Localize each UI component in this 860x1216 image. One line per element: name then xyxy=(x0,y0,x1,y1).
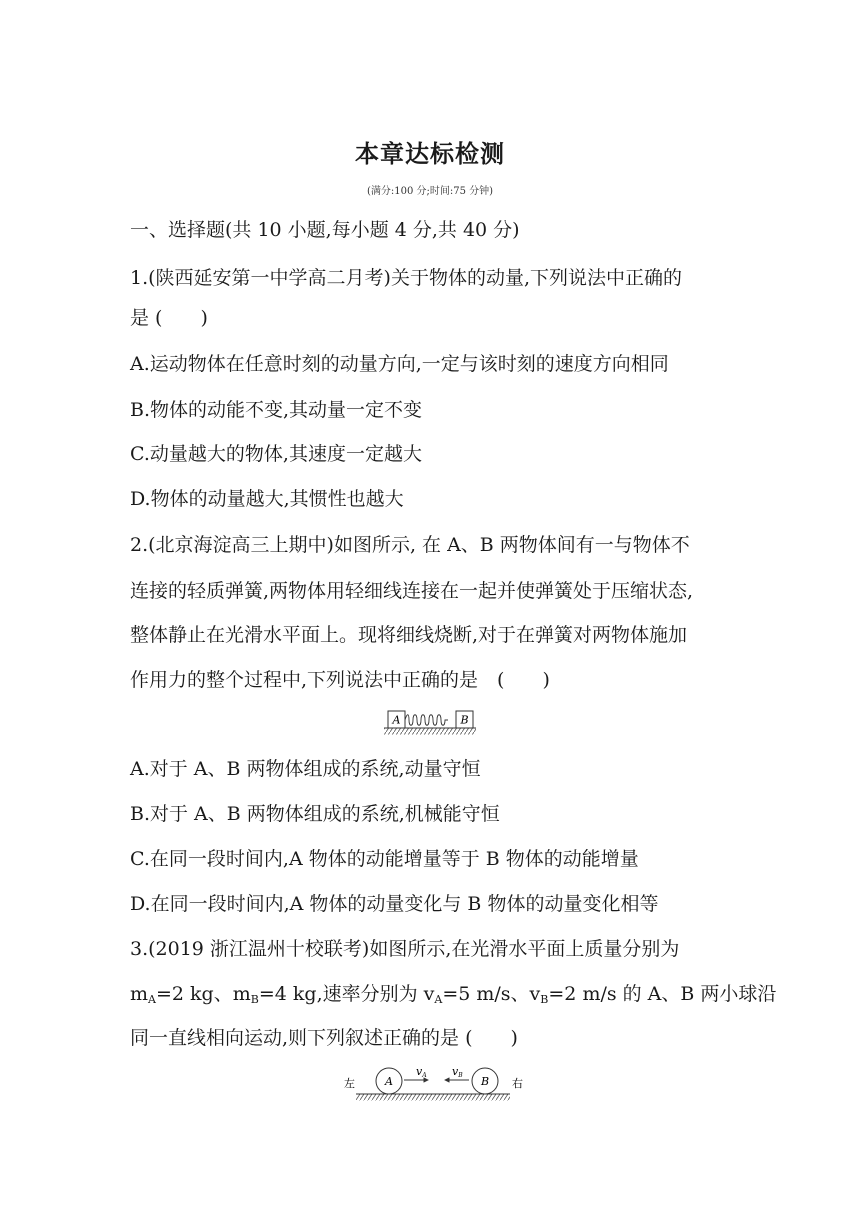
spring xyxy=(405,715,448,726)
mass-b-value: =4 kg,速率分别为 v xyxy=(258,983,435,1005)
velocity-label-a: vA xyxy=(416,1065,427,1079)
q2-stem-line1: 2.(北京海淀高三上期中)如图所示, 在 A、B 两物体间有一与物体不 xyxy=(130,534,690,556)
mass-sub-a: A xyxy=(148,993,156,1006)
velocity-a-value: =5 m/s、v xyxy=(442,983,541,1005)
velocity-sub-b: B xyxy=(540,993,549,1006)
page-subtitle: (满分:100 分;时间:75 分钟) xyxy=(366,186,494,197)
velocity-sub-a: A xyxy=(434,993,443,1006)
q2-stem-line4: 作用力的整个过程中,下列说法中正确的是 ( ) xyxy=(130,669,550,691)
mass-symbol-b: m xyxy=(232,983,251,1005)
q1-option-b: B.物体的动能不变,其动量一定不变 xyxy=(130,399,423,421)
ball-b-label: B xyxy=(480,1075,490,1088)
ground-hatch xyxy=(384,729,476,735)
left-label: 左 xyxy=(344,1077,355,1090)
velocity-label-b: vB xyxy=(452,1065,463,1079)
right-label: 右 xyxy=(512,1077,523,1090)
q1-stem-line2: 是 ( ) xyxy=(130,307,208,329)
q1-option-d: D.物体的动量越大,其惯性也越大 xyxy=(130,488,404,510)
q1-option-a: A.运动物体在任意时刻的动量方向,一定与该时刻的速度方向相同 xyxy=(130,353,669,375)
mass-sub-b: B xyxy=(250,993,259,1006)
q3-stem-line3: 同一直线相向运动,则下列叙述正确的是 ( ) xyxy=(130,1027,518,1049)
q2-option-d: D.在同一段时间内,A 物体的动量变化与 B 物体的动量变化相等 xyxy=(130,893,659,915)
page-title: 本章达标检测 xyxy=(355,140,505,168)
ball-a-label: A xyxy=(385,1075,393,1088)
mass-symbol-a: m xyxy=(130,983,149,1005)
q1-stem-line1: 1.(陕西延安第一中学高二月考)关于物体的动量,下列说法中正确的 xyxy=(130,267,682,289)
block-a-label: A xyxy=(392,713,401,727)
q2-stem-line3: 整体静止在光滑水平面上。现将细线烧断,对于在弹簧对两物体施加 xyxy=(130,624,688,646)
q2-stem-line2: 连接的轻质弹簧,两物体用轻细线连接在一起并使弹簧处于压缩状态, xyxy=(130,580,694,602)
q3-stem-line1: 3.(2019 浙江温州十校联考)如图所示,在光滑水平面上质量分别为 xyxy=(130,938,680,960)
q3-balls-figure xyxy=(336,1064,536,1104)
q2-option-b: B.对于 A、B 两物体组成的系统,机械能守恒 xyxy=(130,803,500,825)
block-b-label: B xyxy=(460,713,469,727)
section-heading: 一、选择题(共 10 小题,每小题 4 分,共 40 分) xyxy=(130,219,520,241)
q2-spring-figure xyxy=(370,708,490,738)
ground-hatch xyxy=(356,1095,510,1101)
q3-stem-line2 xyxy=(130,982,776,1012)
mass-a-value: =2 kg、 xyxy=(155,983,233,1005)
q2-option-c: C.在同一段时间内,A 物体的动能增量等于 B 物体的动能增量 xyxy=(130,848,639,870)
q2-option-a: A.对于 A、B 两物体组成的系统,动量守恒 xyxy=(130,758,481,780)
q1-option-c: C.动量越大的物体,其速度一定越大 xyxy=(130,443,422,465)
velocity-b-value: =2 m/s 的 A、B 两小球沿 xyxy=(548,983,777,1005)
